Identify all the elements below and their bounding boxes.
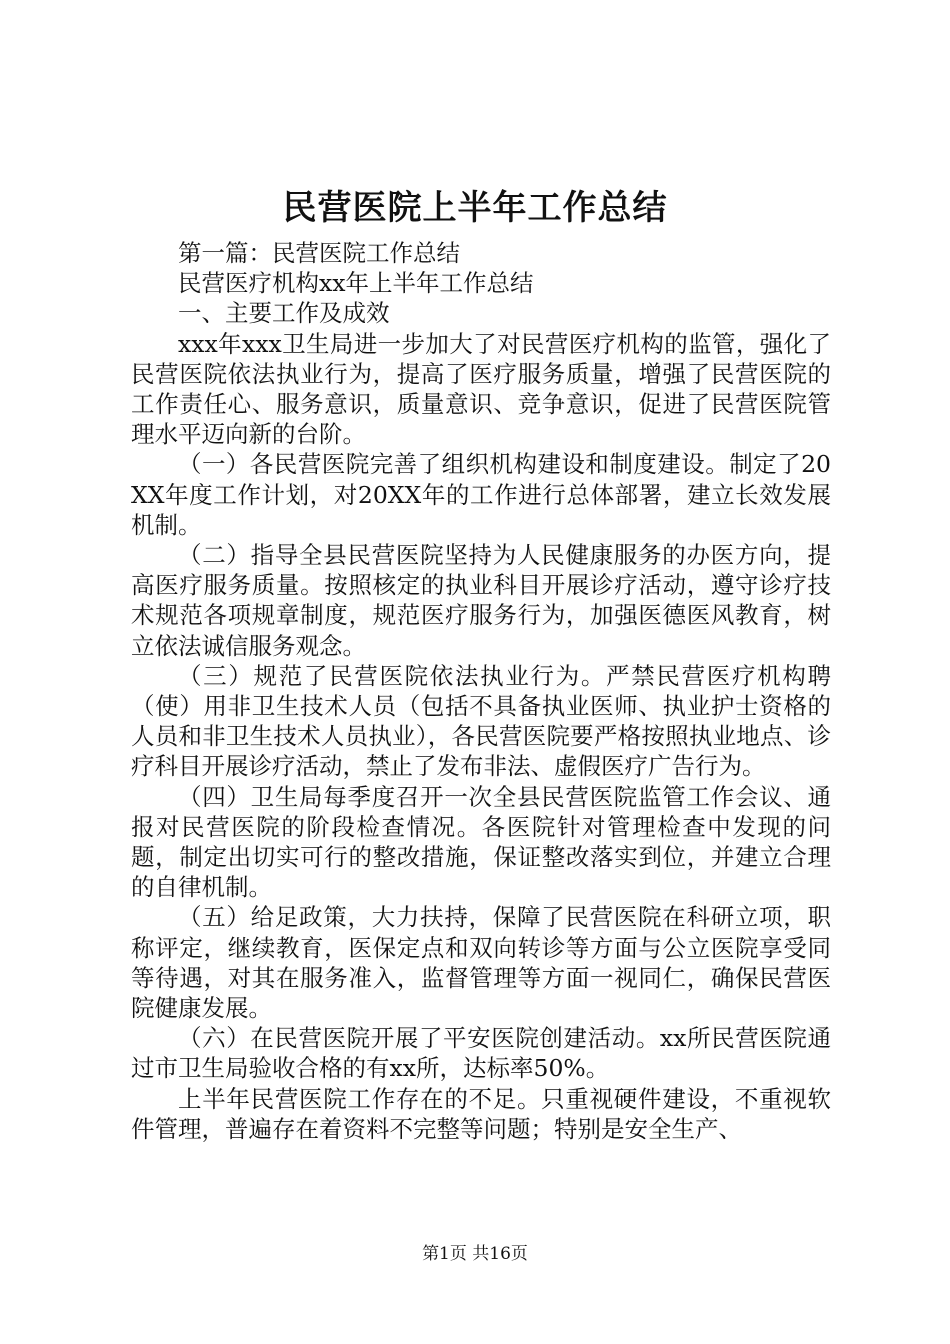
subsection-heading: 民营医疗机构xx年上半年工作总结 <box>178 269 534 298</box>
document-title: 民营医院上半年工作总结 <box>282 188 668 228</box>
paragraph: （一）各民营医院完善了组织机构建设和制度建设。制定了20XX年度工作计划，对20XX年的工作进行总体部署，建立长效发展机制。 <box>131 450 831 539</box>
page-number-footer: 第1页 共16页 <box>422 1244 528 1264</box>
paragraph: 上半年民营医院工作存在的不足。只重视硬件建设，不重视软件管理，普遍存在着资料不完整等问题；特别是安全生产、 <box>131 1084 831 1143</box>
section-heading: 第一篇：民营医院工作总结 <box>178 239 460 267</box>
paragraph: （五）给足政策，大力扶持，保障了民营医院在科研立项，职称评定，继续教育，医保定点和双向转诊等方面与公立医院享受同等待遇，对其在服务准入，监督管理等方面一视同仁，确保民营医院健康发展。 <box>131 903 831 1023</box>
paragraph: （三）规范了民营医院依法执业行为。严禁民营医疗机构聘（使）用非卫生技术人员（包括不具备执业医师、执业护士资格的人员和非卫生技术人员执业），各民营医院要严格按照执业地点、诊疗科目开展诊疗活动，禁止了发布非法、虚假医疗广告行为。 <box>131 661 831 781</box>
paragraph: （二）指导全县民营医院坚持为人民健康服务的办医方向，提高医疗服务质量。按照核定的执业科目开展诊疗活动，遵守诊疗技术规范各项规章制度，规范医疗服务行为，加强医德医风教育，树立依法诚信服务观念。 <box>131 541 831 660</box>
paragraph: xxx年xxx卫生局进一步加大了对民营医疗机构的监管，强化了民营医院依法执业行为，提高了医疗服务质量，增强了民营医院的工作责任心、服务意识，质量意识、竞争意识，促进了民营医院管理水平迈向新的台阶。 <box>131 329 831 449</box>
paragraph: （六）在民营医院开展了平安医院创建活动。xx所民营医院通过市卫生局验收合格的有xx所，达标率50%。 <box>131 1024 831 1083</box>
part-heading: 一、主要工作及成效 <box>178 299 390 328</box>
document-body <box>131 238 831 1144</box>
paragraph: （四）卫生局每季度召开一次全县民营医院监管工作会议、通报对民营医院的阶段检查情况。各医院针对管理检查中发现的问题，制定出切实可行的整改措施，保证整改落实到位，并建立合理的自律机制。 <box>131 782 831 902</box>
